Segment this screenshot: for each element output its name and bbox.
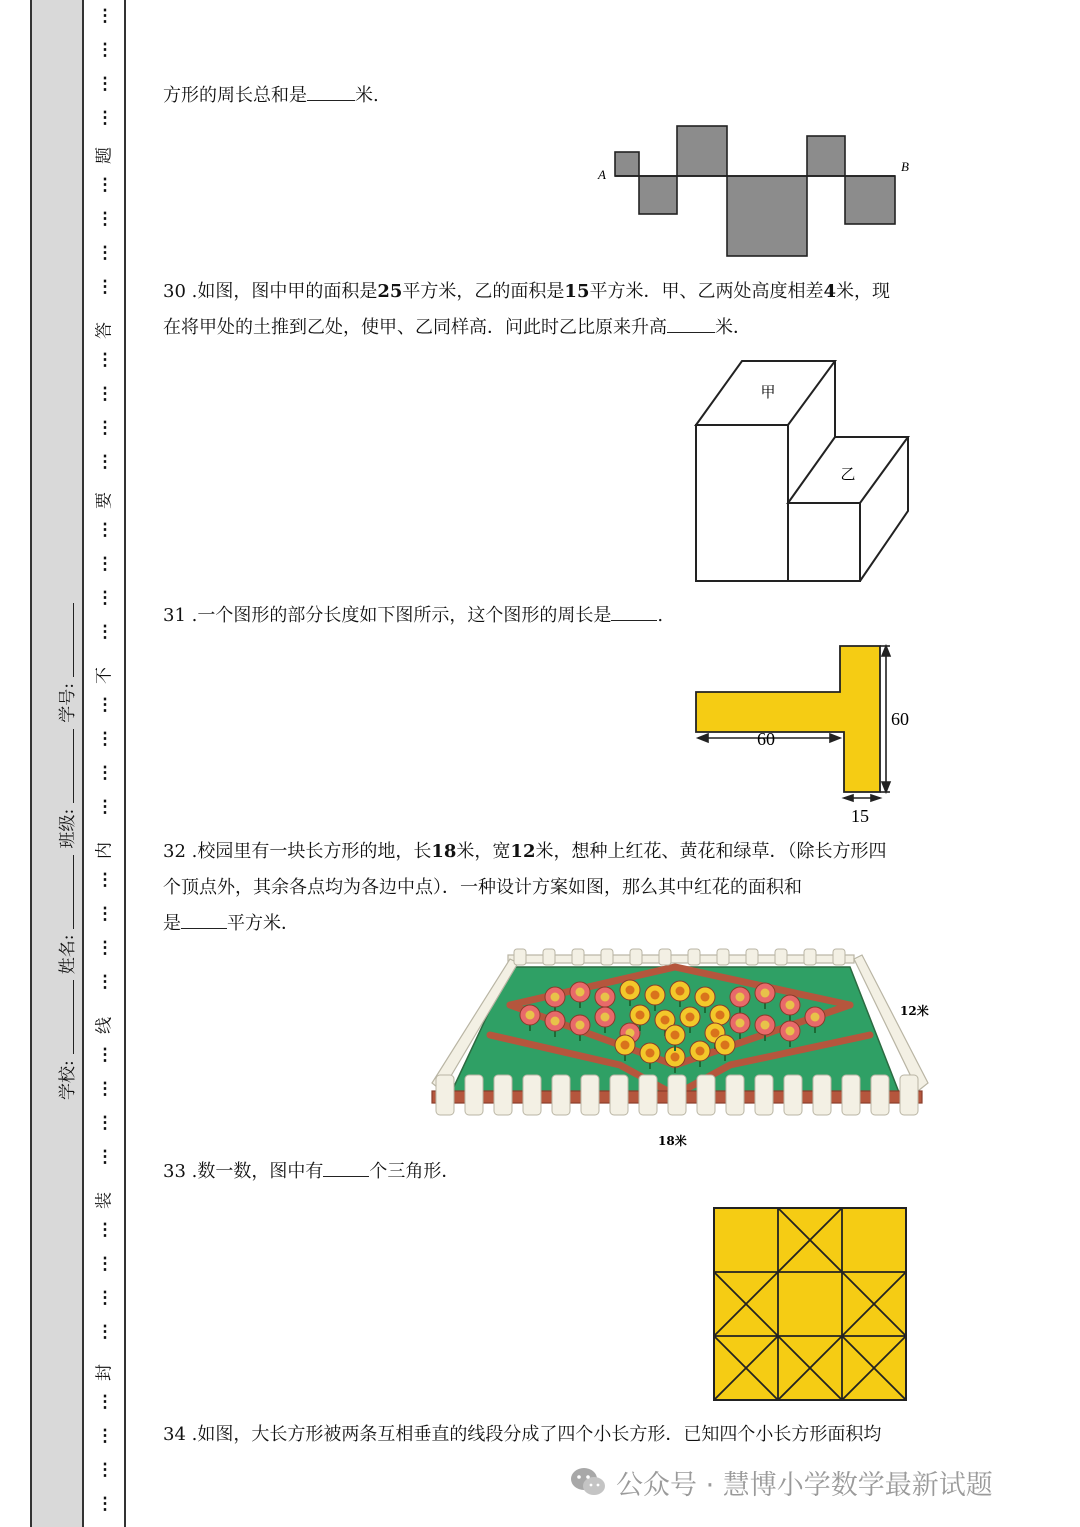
square-1	[615, 152, 639, 176]
id-field[interactable]	[57, 603, 74, 677]
class-field[interactable]	[57, 729, 74, 803]
fence-post-back	[717, 949, 729, 965]
dot-mark: ⋮	[96, 1322, 114, 1342]
fence-post-back	[659, 949, 671, 965]
name-label: 姓名:	[57, 934, 78, 975]
fence-post	[871, 1075, 889, 1115]
watermark-text: 公众号 · 慧博小学数学最新试题	[616, 1469, 993, 1501]
point-a-label: A	[598, 167, 606, 182]
fence-post-back	[543, 949, 555, 965]
dot-mark: ⋮	[96, 243, 114, 263]
fence-post	[581, 1075, 599, 1115]
dot-mark: ⋮	[96, 108, 114, 128]
square-5	[807, 136, 845, 176]
dot-mark: ⋮	[96, 1220, 114, 1240]
dot-mark: ⋮	[96, 452, 114, 472]
dot-mark: ⋮	[96, 695, 114, 715]
dot-mark: ⋮	[96, 938, 114, 958]
fence-post-back	[775, 949, 787, 965]
dim-label-60-horizontal: 60	[757, 729, 775, 749]
seal-line-column	[86, 0, 126, 1527]
fence-post	[784, 1075, 802, 1115]
q32-line2: 个顶点外，其余各点均为各边中点）．一种设计方案如图，那么其中红花的面积和	[163, 877, 802, 898]
q29-answer-blank[interactable]	[307, 82, 355, 101]
fence-post	[465, 1075, 483, 1115]
student-info-area	[30, 400, 84, 1100]
fence-post	[726, 1075, 744, 1115]
q32-garden-figure	[430, 945, 930, 1150]
dot-mark: ⋮	[96, 1460, 114, 1480]
student-info-line	[45, 400, 85, 1100]
dot-mark: ⋮	[96, 904, 114, 924]
dot-mark: ⋮	[96, 74, 114, 94]
fence-post	[494, 1075, 512, 1115]
fence-post	[900, 1075, 918, 1115]
fence-post-back	[833, 949, 845, 965]
class-label: 班级:	[57, 808, 78, 849]
block-jia-front	[696, 425, 788, 581]
square-4	[727, 176, 807, 256]
fence-post-back	[601, 949, 613, 965]
fence-post	[639, 1075, 657, 1115]
block-yi-front	[788, 503, 860, 581]
fence-post-back	[746, 949, 758, 965]
fence-post	[610, 1075, 628, 1115]
square-6	[845, 176, 895, 224]
seal-char: 要	[94, 492, 115, 509]
dot-mark: ⋮	[96, 1494, 114, 1514]
fence-post	[552, 1075, 570, 1115]
q32-line1: 32 .校园里有一块长方形的地，长18米，宽12米，想种上红花、黄花和绿草．（除长方形四	[163, 841, 887, 862]
dot-mark: ⋮	[96, 520, 114, 540]
seal-char: 答	[94, 322, 115, 339]
seal-char: 装	[94, 1192, 115, 1209]
dot-mark: ⋮	[96, 175, 114, 195]
fence-post-back	[514, 949, 526, 965]
fence-post	[755, 1075, 773, 1115]
name-field[interactable]	[57, 855, 74, 929]
dot-mark: ⋮	[96, 40, 114, 60]
dot-mark: ⋮	[96, 350, 114, 370]
fence-post	[668, 1075, 686, 1115]
school-field[interactable]	[57, 980, 74, 1054]
fence-post	[697, 1075, 715, 1115]
seal-char: 内	[94, 842, 115, 859]
q31-answer-blank[interactable]	[611, 602, 657, 621]
dot-mark: ⋮	[96, 870, 114, 890]
dot-mark: ⋮	[96, 277, 114, 297]
q29-text: 方形的周长总和是 米.	[163, 78, 923, 114]
dot-mark: ⋮	[96, 418, 114, 438]
wechat-icon	[570, 1466, 606, 1498]
dot-mark: ⋮	[96, 972, 114, 992]
seal-char: 题	[94, 147, 115, 164]
school-label: 学校:	[57, 1060, 78, 1100]
q33-answer-blank[interactable]	[323, 1158, 369, 1177]
seal-char: 线	[94, 1017, 115, 1034]
q31-t-shape-figure	[690, 640, 920, 830]
label-jia: 甲	[760, 383, 776, 401]
dot-mark: ⋮	[96, 384, 114, 404]
q30-line1: 30 .如图，图中甲的面积是25平方米，乙的面积是15平方米．甲、乙两处高度相差4米，现	[163, 281, 891, 302]
dot-mark: ⋮	[96, 797, 114, 817]
dot-mark: ⋮	[96, 1045, 114, 1065]
fence-post	[813, 1075, 831, 1115]
id-label: 学号:	[57, 683, 78, 723]
dot-mark: ⋮	[96, 729, 114, 749]
dot-mark: ⋮	[96, 554, 114, 574]
fence-post-back	[630, 949, 642, 965]
block-yi-side	[860, 437, 908, 581]
q32-text	[163, 834, 923, 942]
q30-line2: 在将甲处的土推到乙处，使甲、乙同样高．问此时乙比原来升高 米．	[163, 310, 923, 346]
dot-mark: ⋮	[96, 1147, 114, 1167]
label-yi: 乙	[840, 465, 856, 483]
garden-length-label: 18米	[658, 1134, 687, 1148]
q30-text	[163, 274, 923, 346]
q33-triangle-grid-figure	[712, 1206, 908, 1402]
square-2	[639, 176, 677, 214]
fence-post-back	[688, 949, 700, 965]
dot-mark: ⋮	[96, 209, 114, 229]
t-shape	[696, 646, 880, 792]
dim-label-15: 15	[851, 806, 869, 826]
q33-text: 33 .数一数，图中有 个三角形．	[163, 1154, 923, 1190]
watermark	[570, 1460, 993, 1504]
dot-mark: ⋮	[96, 1254, 114, 1274]
dot-mark: ⋮	[96, 1288, 114, 1308]
square-3	[677, 126, 727, 176]
q30-blocks-figure	[690, 355, 915, 587]
point-b-label: B	[901, 159, 909, 174]
dot-mark: ⋮	[96, 6, 114, 26]
seal-char: 不	[94, 667, 115, 684]
dot-mark: ⋮	[96, 1426, 114, 1446]
dot-mark: ⋮	[96, 622, 114, 642]
seal-char: 封	[94, 1364, 115, 1381]
fence-post	[523, 1075, 541, 1115]
q32-line3: 是 平方米．	[163, 906, 923, 942]
dot-mark: ⋮	[96, 763, 114, 783]
q32-answer-blank[interactable]	[181, 910, 227, 929]
fence-post	[842, 1075, 860, 1115]
dot-mark: ⋮	[96, 1079, 114, 1099]
garden-width-label: 12米	[900, 1004, 929, 1018]
dot-mark: ⋮	[96, 1392, 114, 1412]
q31-text: 31 .一个图形的部分长度如下图所示，这个图形的周长是 .	[163, 598, 923, 634]
fence-back-rail	[508, 955, 854, 963]
q29-squares-figure	[595, 120, 925, 265]
dim-label-60-vertical: 60	[891, 709, 909, 729]
q34-text: 34 .如图，大长方形被两条互相垂直的线段分成了四个小长方形．已知四个小长方形面积均	[163, 1424, 882, 1445]
fence-post-back	[804, 949, 816, 965]
fence-post-back	[572, 949, 584, 965]
q30-answer-blank[interactable]	[667, 314, 715, 333]
fence-post	[436, 1075, 454, 1115]
dot-mark: ⋮	[96, 588, 114, 608]
dot-mark: ⋮	[96, 1113, 114, 1133]
